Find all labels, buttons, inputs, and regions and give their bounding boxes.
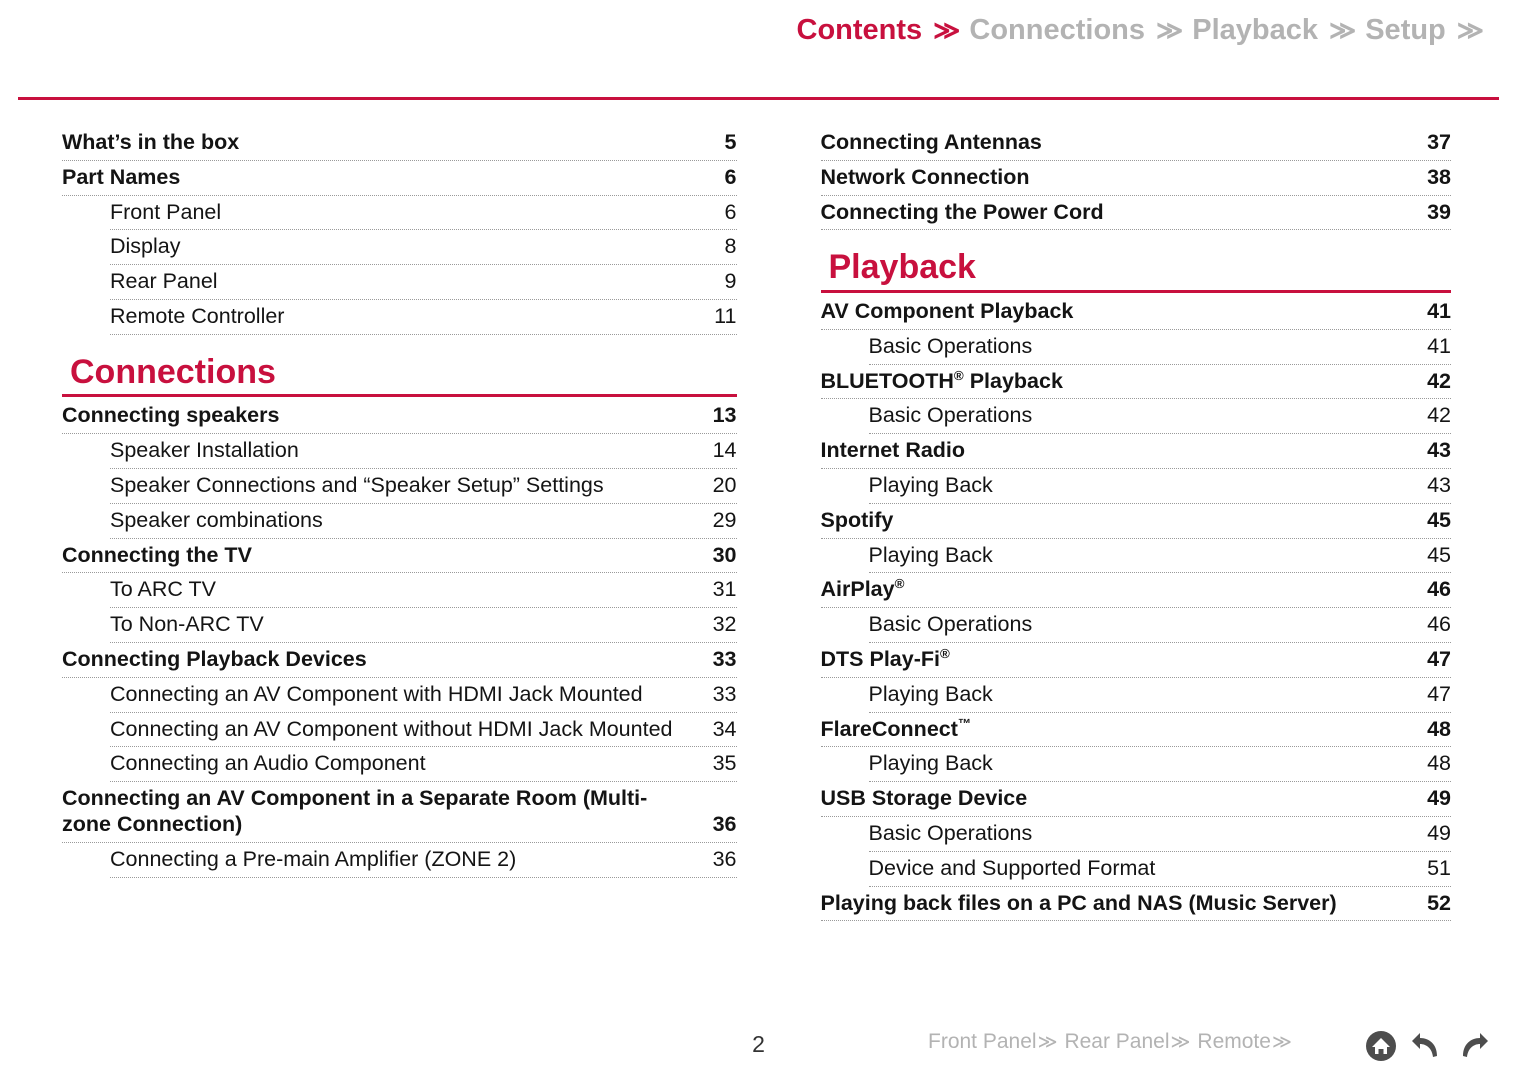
nav-item-label: Playback: [1192, 14, 1318, 46]
toc-entry-page: 6: [724, 199, 737, 224]
nav-item-connections[interactable]: [969, 14, 1192, 47]
toc-entry-page: 6: [724, 164, 737, 189]
nav-item-label: Connections: [969, 14, 1146, 46]
toc-entry[interactable]: [110, 230, 737, 265]
toc-left-column: [0, 126, 759, 921]
toc-entry-title: Connecting an AV Component in a Separate Room (Multi-zone Connection): [62, 786, 648, 837]
toc-entry[interactable]: [869, 678, 1452, 713]
toc-entry[interactable]: [821, 196, 1452, 231]
toc-entry-page: 46: [1427, 577, 1451, 602]
toc-entry-title: Playing Back: [868, 473, 993, 498]
toc-right-entries-bottom: [821, 295, 1452, 921]
toc-entry[interactable]: [62, 782, 737, 843]
toc-entry-page: 31: [712, 577, 737, 602]
footer-nav-front-panel[interactable]: [928, 1030, 1064, 1054]
toc-entry-page: 49: [1427, 821, 1451, 846]
chevron-right-icon: ≫: [1156, 15, 1182, 45]
toc-entry-title: Playing Back: [868, 542, 993, 567]
toc-entry[interactable]: [821, 782, 1452, 817]
toc-entry-title: Front Panel: [110, 199, 222, 224]
toc-entry[interactable]: [821, 887, 1452, 922]
toc-entry-title: Spotify: [820, 507, 894, 532]
toc-entry[interactable]: [821, 161, 1452, 196]
toc-entry-page: 47: [1427, 681, 1451, 706]
toc-entry[interactable]: [110, 504, 737, 539]
toc-entry[interactable]: [62, 126, 737, 161]
toc-entry[interactable]: [821, 126, 1452, 161]
chevron-right-icon: ≫: [1456, 15, 1482, 45]
forward-arrow-icon[interactable]: [1457, 1030, 1489, 1062]
footer-nav-label: Rear Panel: [1064, 1030, 1170, 1053]
chevron-right-icon: ≫: [1271, 1031, 1290, 1053]
toc-entry-page: 5: [724, 130, 737, 154]
trademark-symbol: ®: [939, 645, 950, 661]
toc-entry-page: 35: [712, 751, 737, 776]
toc-entry-title: Basic Operations: [868, 821, 1033, 846]
toc-entry-title: Connecting the Power Cord: [820, 199, 1104, 224]
toc-entry-title: FlareConnect™: [820, 715, 972, 741]
header-divider: [18, 97, 1499, 100]
toc-entry-title: Connecting a Pre-main Amplifier (ZONE 2): [110, 846, 517, 871]
toc-entry[interactable]: [110, 265, 737, 300]
toc-entry-page: 34: [712, 716, 737, 741]
toc-entry[interactable]: [62, 161, 737, 196]
chevron-right-icon: ≫: [1170, 1031, 1189, 1053]
nav-item-label: Contents: [796, 14, 923, 46]
toc-entry-page: 38: [1427, 164, 1451, 189]
toc-entry-page: 45: [1427, 542, 1451, 567]
toc-entry-page: 47: [1427, 647, 1451, 672]
toc-entry[interactable]: [869, 852, 1452, 887]
toc-entry-page: 41: [1427, 333, 1451, 358]
toc-left-entries-top: [62, 126, 737, 335]
toc-entry-page: 8: [724, 234, 737, 259]
toc-entry-title: To Non-ARC TV: [110, 612, 264, 637]
toc-entry[interactable]: [821, 504, 1452, 539]
nav-item-playback[interactable]: [1192, 14, 1365, 47]
toc-entry-title: Connecting Playback Devices: [62, 647, 367, 672]
footer-nav-label: Front Panel: [928, 1030, 1037, 1053]
toc-entry-title: Playing Back: [868, 751, 993, 776]
section-heading-connections: Connections: [70, 352, 276, 391]
page-number: 2: [752, 1031, 765, 1057]
toc-entry-page: 43: [1427, 438, 1451, 463]
toc-entry[interactable]: [110, 434, 737, 469]
toc-entry[interactable]: [869, 469, 1452, 504]
toc-entry-page: 33: [712, 681, 737, 706]
toc-entry[interactable]: [110, 300, 737, 335]
toc-entry[interactable]: [110, 573, 737, 608]
toc-entry-page: 33: [712, 647, 737, 672]
toc-entry-page: 29: [712, 507, 737, 532]
section-rule-playback: [821, 290, 1452, 293]
nav-item-contents[interactable]: [797, 14, 970, 47]
toc-entry-page: 51: [1427, 855, 1451, 880]
toc-entry-page: 46: [1427, 612, 1451, 637]
chevron-right-icon: ≫: [1037, 1031, 1056, 1053]
chevron-right-icon: ≫: [1329, 15, 1355, 45]
toc-entry-title: Speaker Connections and “Speaker Setup” Settings: [110, 473, 604, 498]
toc-entry-title: Network Connection: [820, 164, 1030, 189]
toc-entry-page: 36: [712, 846, 737, 871]
toc-entry[interactable]: [869, 608, 1452, 643]
toc-entry-page: 37: [1427, 130, 1451, 154]
toc-entry[interactable]: [869, 747, 1452, 782]
trademark-symbol: ™: [957, 715, 972, 731]
toc-entry-title: Rear Panel: [110, 269, 218, 294]
toc-entry-page: 52: [1427, 890, 1451, 915]
toc-entry-page: 36: [712, 812, 737, 837]
toc-entry[interactable]: [110, 608, 737, 643]
toc-entry-title: Speaker combinations: [110, 507, 323, 532]
back-arrow-icon[interactable]: [1411, 1030, 1443, 1062]
toc-entry-page: 14: [712, 438, 737, 463]
toc-entry-page: 48: [1427, 716, 1451, 741]
toc-entry-page: 32: [712, 612, 737, 637]
toc-entry-title: Connecting speakers: [62, 403, 280, 428]
toc-entry[interactable]: [821, 713, 1452, 748]
trademark-symbol: ®: [894, 576, 905, 592]
toc-entry-page: 39: [1427, 199, 1451, 224]
toc-entry-page: 48: [1427, 751, 1451, 776]
top-navigation: [797, 14, 1494, 47]
back-arrow-icon-svg: [1411, 1030, 1443, 1062]
toc-entry[interactable]: [110, 196, 737, 231]
toc-entry-page: 9: [724, 269, 737, 294]
trademark-symbol: ®: [953, 367, 964, 383]
toc-entry-page: 20: [712, 473, 737, 498]
toc-entry-title: Playing back files on a PC and NAS (Music Server): [820, 890, 1337, 915]
toc-entry-title: Connecting an Audio Component: [110, 751, 426, 776]
toc-entry-title: Speaker Installation: [110, 438, 299, 463]
toc-entry-title: Device and Supported Format: [868, 855, 1156, 880]
toc-entry-title: Basic Operations: [868, 612, 1033, 637]
toc-entry-page: 43: [1427, 473, 1451, 498]
nav-item-label: Setup: [1365, 14, 1446, 46]
footer-navigation: [928, 1030, 1299, 1054]
toc-entry-page: 45: [1427, 507, 1451, 532]
toc-entry-title: AirPlay®: [820, 576, 905, 602]
toc-left-entries-bottom: [62, 399, 737, 877]
toc-entry-title: Connecting an AV Component without HDMI Jack Mounted: [110, 716, 673, 741]
toc-entry[interactable]: [869, 817, 1452, 852]
toc-entry-title: Remote Controller: [110, 303, 285, 328]
home-icon[interactable]: [1365, 1030, 1397, 1062]
toc-entry-title: Connecting the TV: [62, 542, 252, 567]
toc-entry-title: BLUETOOTH® Playback: [820, 367, 1063, 393]
toc-entry[interactable]: [62, 399, 737, 434]
section-rule-connections: [62, 394, 737, 397]
toc-entry-title: Basic Operations: [868, 333, 1033, 358]
section-heading-playback: Playback: [828, 248, 976, 287]
nav-item-setup[interactable]: [1365, 14, 1493, 47]
toc-entry[interactable]: [821, 643, 1452, 678]
footer-nav-label: Remote: [1197, 1030, 1271, 1053]
toc-entry-page: 13: [712, 403, 737, 428]
toc-entry-title: Connecting Antennas: [820, 130, 1042, 154]
toc-entry[interactable]: [110, 678, 737, 713]
toc-entry-page: 41: [1427, 299, 1451, 324]
toc-entry-title: Internet Radio: [820, 438, 966, 463]
footer-nav-remote[interactable]: [1197, 1030, 1298, 1054]
toc-entry[interactable]: [869, 330, 1452, 365]
toc-entry-title: AV Component Playback: [820, 299, 1074, 324]
toc-entry[interactable]: [62, 539, 737, 574]
toc-entry-title: What’s in the box: [62, 130, 240, 154]
toc-entry[interactable]: [821, 434, 1452, 469]
toc-entry-page: 42: [1427, 403, 1451, 428]
forward-arrow-icon-svg: [1457, 1030, 1489, 1062]
toc-right-entries-top: [821, 126, 1452, 230]
footer-nav-rear-panel[interactable]: [1064, 1030, 1197, 1054]
toc-right-column: [759, 126, 1517, 921]
toc-entry-title: Connecting an AV Component with HDMI Jack Mounted: [110, 681, 643, 706]
toc-entry-title: Basic Operations: [868, 403, 1033, 428]
footer-icons: [1365, 1030, 1489, 1062]
toc-entry-title: DTS Play-Fi®: [820, 645, 950, 672]
toc-entry-title: Display: [110, 234, 181, 259]
toc-entry-title: Part Names: [62, 164, 181, 189]
toc-entry-title: Playing Back: [868, 681, 993, 706]
toc-entry[interactable]: [869, 539, 1452, 574]
toc-entry-page: 42: [1427, 368, 1451, 393]
home-icon-svg: [1365, 1030, 1397, 1062]
toc-entry[interactable]: [869, 399, 1452, 434]
chevron-right-icon: ≫: [933, 15, 959, 45]
toc-columns: [0, 126, 1517, 921]
toc-entry[interactable]: [821, 295, 1452, 330]
toc-entry-title: USB Storage Device: [820, 786, 1028, 811]
toc-entry[interactable]: [110, 747, 737, 782]
toc-entry-page: 49: [1427, 786, 1451, 811]
toc-entry[interactable]: [110, 713, 737, 748]
toc-entry[interactable]: [62, 643, 737, 678]
toc-entry[interactable]: [110, 469, 737, 504]
toc-entry-page: 11: [714, 303, 737, 328]
toc-entry[interactable]: [110, 843, 737, 878]
toc-entry-page: 30: [712, 542, 737, 567]
toc-entry[interactable]: [821, 573, 1452, 608]
toc-entry-title: To ARC TV: [110, 577, 216, 602]
toc-entry[interactable]: [821, 365, 1452, 400]
